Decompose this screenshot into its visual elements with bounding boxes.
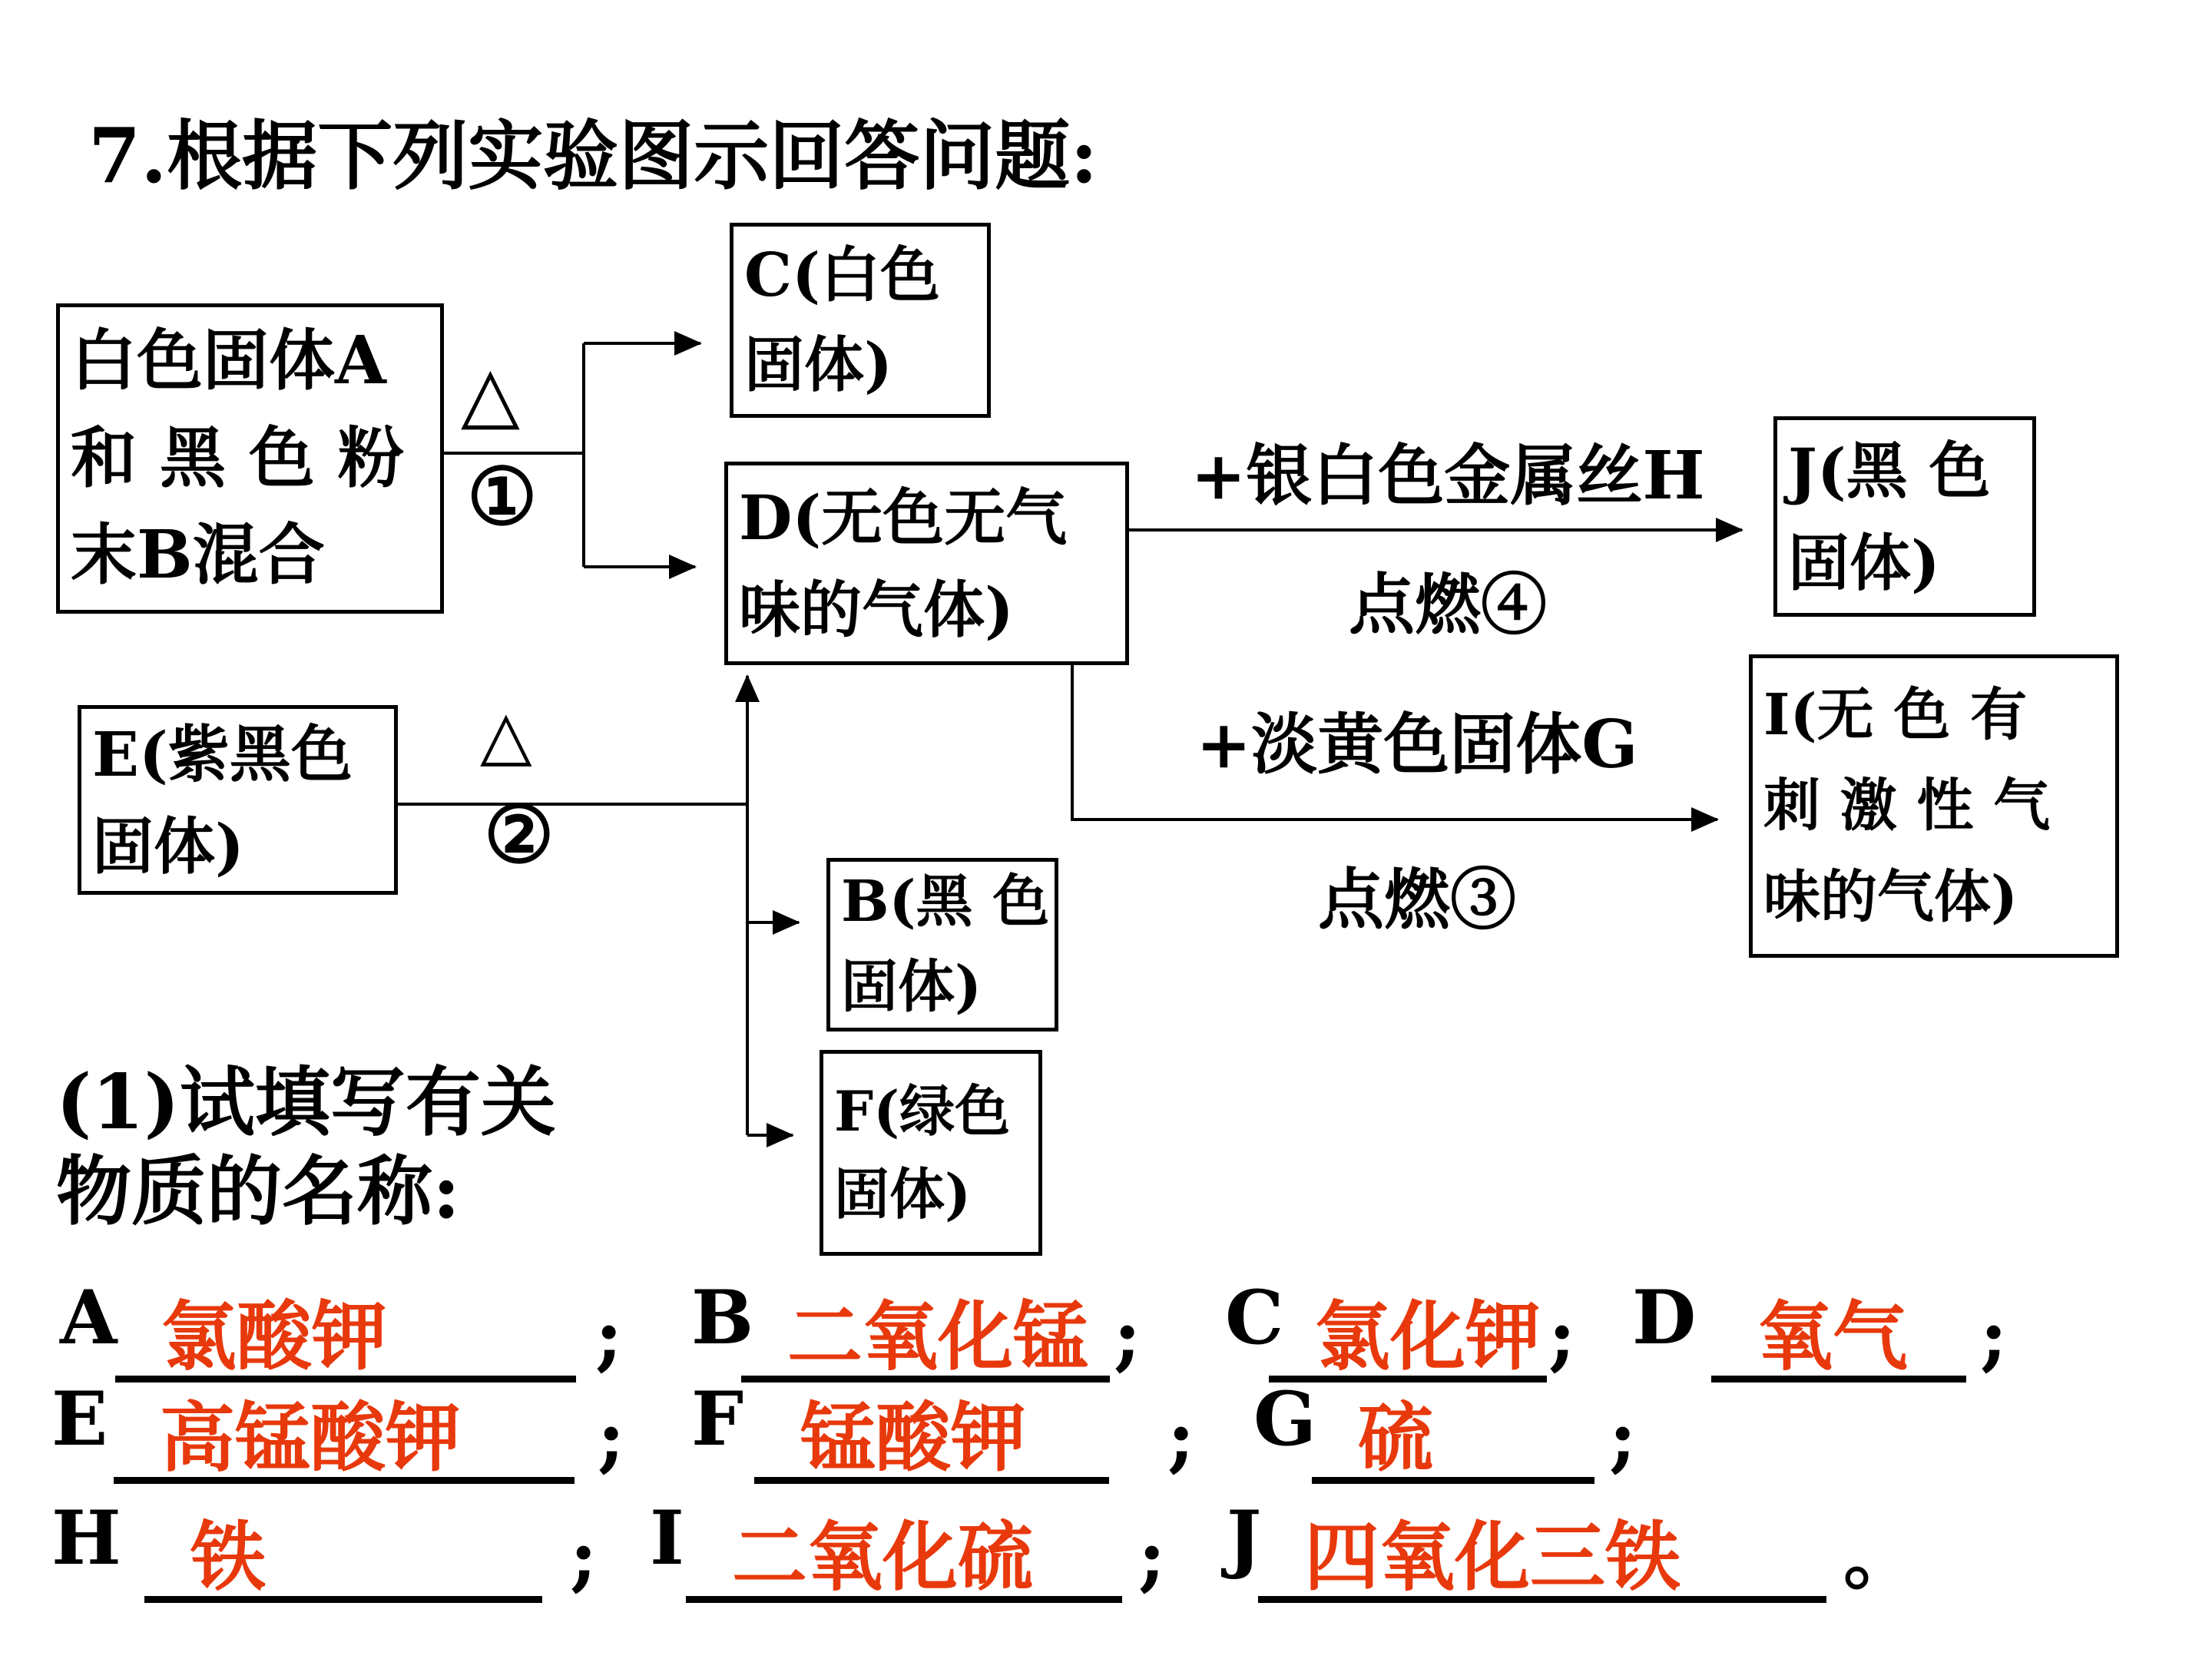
box-d-line1: D(无色无气 <box>739 481 1068 554</box>
separator-c: ; <box>1548 1293 1576 1379</box>
box-j-line1: J(黑 色 <box>1788 434 1991 507</box>
separator-a: ; <box>595 1293 623 1379</box>
box-j <box>1773 416 2036 617</box>
answer-value-h: 铁 <box>190 1513 267 1602</box>
separator-j: 。 <box>1843 1513 1917 1600</box>
reaction3-condition-label: 点燃③ <box>1318 861 1516 939</box>
separator-g: ; <box>1609 1394 1637 1481</box>
heat-triangle-icon-2: △ <box>480 694 532 774</box>
answer-value-b: 二氧化锰 <box>787 1293 1089 1382</box>
answer-blank-c <box>1269 1267 1547 1382</box>
box-c-line1: C(白色 <box>744 240 940 310</box>
box-mixture-ab-line1: 白色固体A <box>71 322 386 400</box>
box-b-line1: B(黑 色 <box>841 869 1050 935</box>
answer-label-a: A <box>60 1274 118 1361</box>
box-b <box>826 858 1058 1031</box>
box-mixture-ab <box>56 303 444 614</box>
slide-title: 7.根据下列实验图示回答问题: <box>88 112 1098 200</box>
box-j-line2: 固体) <box>1788 526 1940 599</box>
separator-h: ; <box>570 1513 598 1600</box>
question-prompt-line2: 物质的名称: <box>56 1147 461 1236</box>
separator-e: ; <box>598 1394 625 1481</box>
step1-circled-number: ① <box>467 451 538 543</box>
reaction4-condition-label: 点燃④ <box>1349 566 1547 644</box>
box-i-line3: 味的气体) <box>1763 863 2018 930</box>
reaction3-reagent-label: +淡黄色固体G <box>1196 706 1638 783</box>
separator-b: ; <box>1114 1293 1141 1379</box>
answer-blank-d <box>1711 1267 1966 1382</box>
answer-label-b: B <box>691 1274 754 1361</box>
answer-blank-e <box>114 1369 575 1484</box>
answer-label-f: F <box>691 1376 744 1462</box>
answer-value-i: 二氧化硫 <box>732 1513 1034 1602</box>
box-f-line1: F(绿色 <box>834 1078 1011 1144</box>
box-d <box>724 462 1129 665</box>
answer-label-h: H <box>51 1495 121 1581</box>
reaction4-reagent-label: +银白色金属丝H <box>1190 437 1705 515</box>
answer-label-i: I <box>650 1495 684 1581</box>
box-e-line2: 固体) <box>92 810 244 882</box>
question-prompt-line1: (1)试填写有关 <box>56 1058 556 1147</box>
box-i <box>1749 654 2119 958</box>
heat-triangle-icon: △ <box>461 348 520 439</box>
answer-value-e: 高锰酸钾 <box>160 1394 462 1483</box>
step2-circled-number: ② <box>484 789 555 881</box>
box-i-line2: 刺 激 性 气 <box>1763 773 2051 839</box>
answer-value-c: 氯化钾 <box>1315 1293 1541 1382</box>
box-c <box>730 223 991 418</box>
answer-value-j: 四氧化三铁 <box>1304 1513 1681 1602</box>
answer-blank-a <box>115 1267 576 1382</box>
box-c-line2: 固体) <box>744 330 892 400</box>
box-i-line1: I(无 色 有 <box>1763 681 2028 748</box>
box-mixture-ab-line2: 和 黑 色 粉 <box>71 419 404 497</box>
answer-blank-g <box>1312 1369 1594 1484</box>
answer-value-f: 锰酸钾 <box>800 1394 1027 1483</box>
question-prompt <box>56 1058 556 1236</box>
box-b-line2: 固体) <box>841 954 982 1020</box>
answer-label-e: E <box>51 1376 108 1462</box>
answer-blank-f <box>754 1369 1109 1484</box>
answer-value-d: 氧气 <box>1757 1293 1909 1382</box>
box-d-line2: 味的气体) <box>739 573 1014 646</box>
answer-value-a: 氯酸钾 <box>161 1293 388 1382</box>
box-e <box>78 705 398 895</box>
answer-label-j: J <box>1227 1495 1262 1581</box>
answer-blank-b <box>741 1267 1110 1382</box>
box-f <box>820 1050 1042 1256</box>
answer-label-d: D <box>1632 1274 1697 1361</box>
answer-label-g: G <box>1253 1376 1316 1462</box>
separator-f: ; <box>1167 1394 1195 1481</box>
separator-i: ; <box>1138 1513 1166 1600</box>
answer-blank-h <box>144 1488 542 1603</box>
answer-blank-j <box>1258 1488 1826 1603</box>
answer-value-g: 硫 <box>1358 1394 1434 1483</box>
answer-label-c: C <box>1225 1274 1284 1361</box>
separator-d: ; <box>1980 1293 2008 1379</box>
box-mixture-ab-line3: 末B混合 <box>71 516 325 594</box>
box-f-line2: 固体) <box>834 1161 972 1227</box>
box-e-line1: E(紫黑色 <box>92 717 353 790</box>
answer-blank-i <box>686 1488 1122 1603</box>
